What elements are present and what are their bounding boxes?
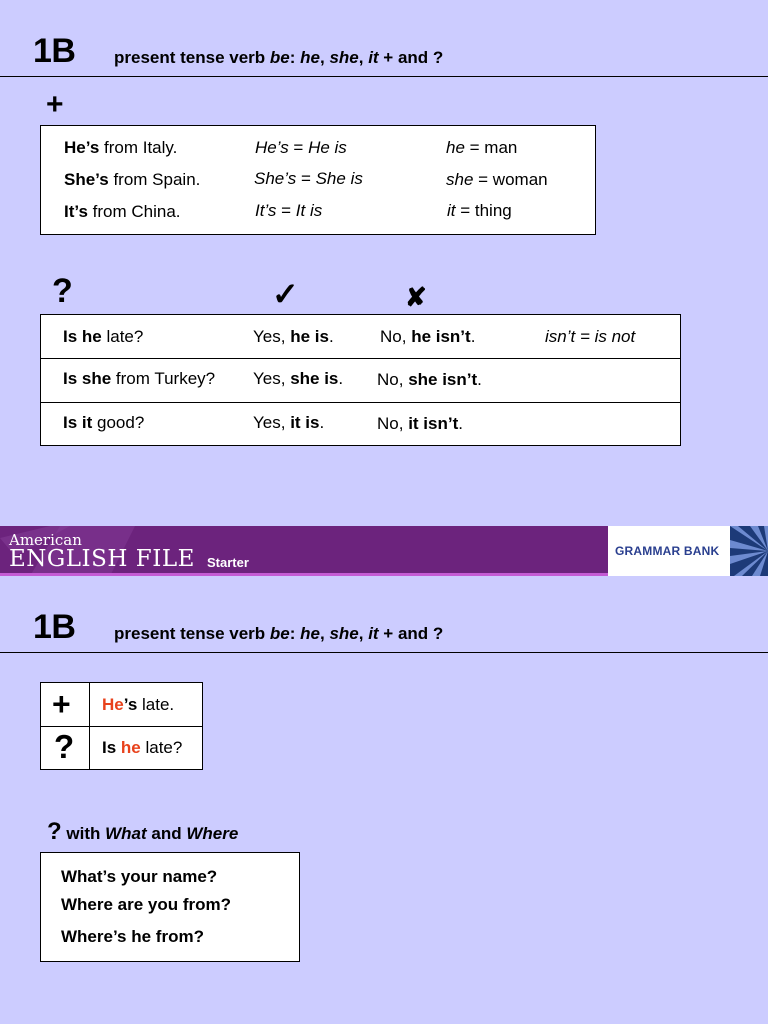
- banner-level: Starter: [207, 555, 249, 570]
- wh-question: What’s your name?: [61, 867, 218, 886]
- short-answer-no: No, he isn’t.: [380, 327, 476, 346]
- question-table: [40, 314, 681, 446]
- question-symbol: ?: [54, 728, 75, 765]
- banner-stripe: [0, 573, 608, 576]
- plus-symbol: +: [52, 686, 71, 722]
- banner-brand-area: [0, 526, 608, 576]
- question-example: Is he late?: [102, 738, 183, 757]
- question-text: Is she from Turkey?: [63, 369, 216, 388]
- pronoun-meaning: she = woman: [446, 170, 548, 189]
- row-divider: [41, 358, 680, 359]
- header-rule: [0, 652, 768, 653]
- title-she: she: [329, 624, 359, 643]
- question-symbol: ?: [47, 818, 62, 845]
- aff-sentence: He’s from Italy.: [64, 138, 178, 157]
- word-order-table: [40, 682, 203, 770]
- short-answer-yes: Yes, she is.: [253, 369, 344, 388]
- plus-symbol: +: [46, 88, 64, 121]
- header-rule: [0, 76, 768, 77]
- short-answer-yes: Yes, he is.: [253, 327, 334, 346]
- title-be: be: [269, 48, 290, 67]
- affirmative-example: He’s late.: [102, 695, 175, 714]
- aff-sentence: It’s from China.: [64, 202, 181, 221]
- unit-title: [114, 48, 443, 68]
- banner-rays-logo: [730, 526, 768, 576]
- contraction: She’s = She is: [254, 169, 363, 188]
- title-colon: :: [289, 624, 301, 643]
- title-it: it: [368, 48, 379, 67]
- title-he: he: [300, 624, 320, 643]
- title-text: present tense verb: [114, 624, 270, 643]
- banner-section-label: [608, 526, 730, 576]
- aff-sentence: She’s from Spain.: [64, 170, 201, 189]
- unit-title: [114, 624, 443, 644]
- short-answer-no: No, it isn’t.: [377, 414, 463, 433]
- short-answer-no: No, she isn’t.: [377, 370, 482, 389]
- contraction-note: isn’t = is not: [545, 327, 636, 346]
- pronoun-meaning: he = man: [446, 138, 518, 157]
- check-icon: ✓: [272, 276, 299, 312]
- banner-english-file: ENGLISH FILE: [9, 546, 195, 572]
- title-comma: ,: [319, 624, 330, 643]
- wh-question: Where’s he from?: [61, 927, 204, 946]
- grammar-bank-label: GRAMMAR BANK: [615, 544, 720, 558]
- cross-icon: ✘: [405, 282, 427, 312]
- title-text: present tense verb: [114, 48, 270, 67]
- title-colon: :: [289, 48, 301, 67]
- banner-american: American: [9, 531, 82, 549]
- title-suffix: + and ?: [378, 48, 444, 67]
- wh-question: Where are you from?: [61, 895, 232, 914]
- wh-questions-box: [40, 852, 300, 962]
- title-she: she: [329, 48, 359, 67]
- book-banner: [0, 526, 768, 576]
- pronoun-meaning: it = thing: [447, 201, 512, 220]
- title-be: be: [269, 624, 290, 643]
- question-symbol: ?: [52, 272, 73, 310]
- row-divider: [41, 726, 202, 727]
- rays-icon: [730, 526, 768, 576]
- row-divider: [41, 402, 680, 403]
- question-text: Is he late?: [63, 327, 144, 346]
- affirmative-table: [40, 125, 596, 235]
- title-comma: ,: [358, 48, 369, 67]
- title-comma: ,: [358, 624, 369, 643]
- contraction: It’s = It is: [255, 201, 323, 220]
- title-he: he: [300, 48, 320, 67]
- title-suffix: + and ?: [378, 624, 444, 643]
- question-text: Is it good?: [63, 413, 145, 432]
- unit-number: 1B: [33, 32, 76, 70]
- title-comma: ,: [319, 48, 330, 67]
- title-it: it: [368, 624, 379, 643]
- contraction: He’s = He is: [255, 138, 347, 157]
- wh-question-heading: ? with What and Where: [47, 818, 239, 845]
- short-answer-yes: Yes, it is.: [253, 413, 325, 432]
- unit-number: 1B: [33, 608, 76, 646]
